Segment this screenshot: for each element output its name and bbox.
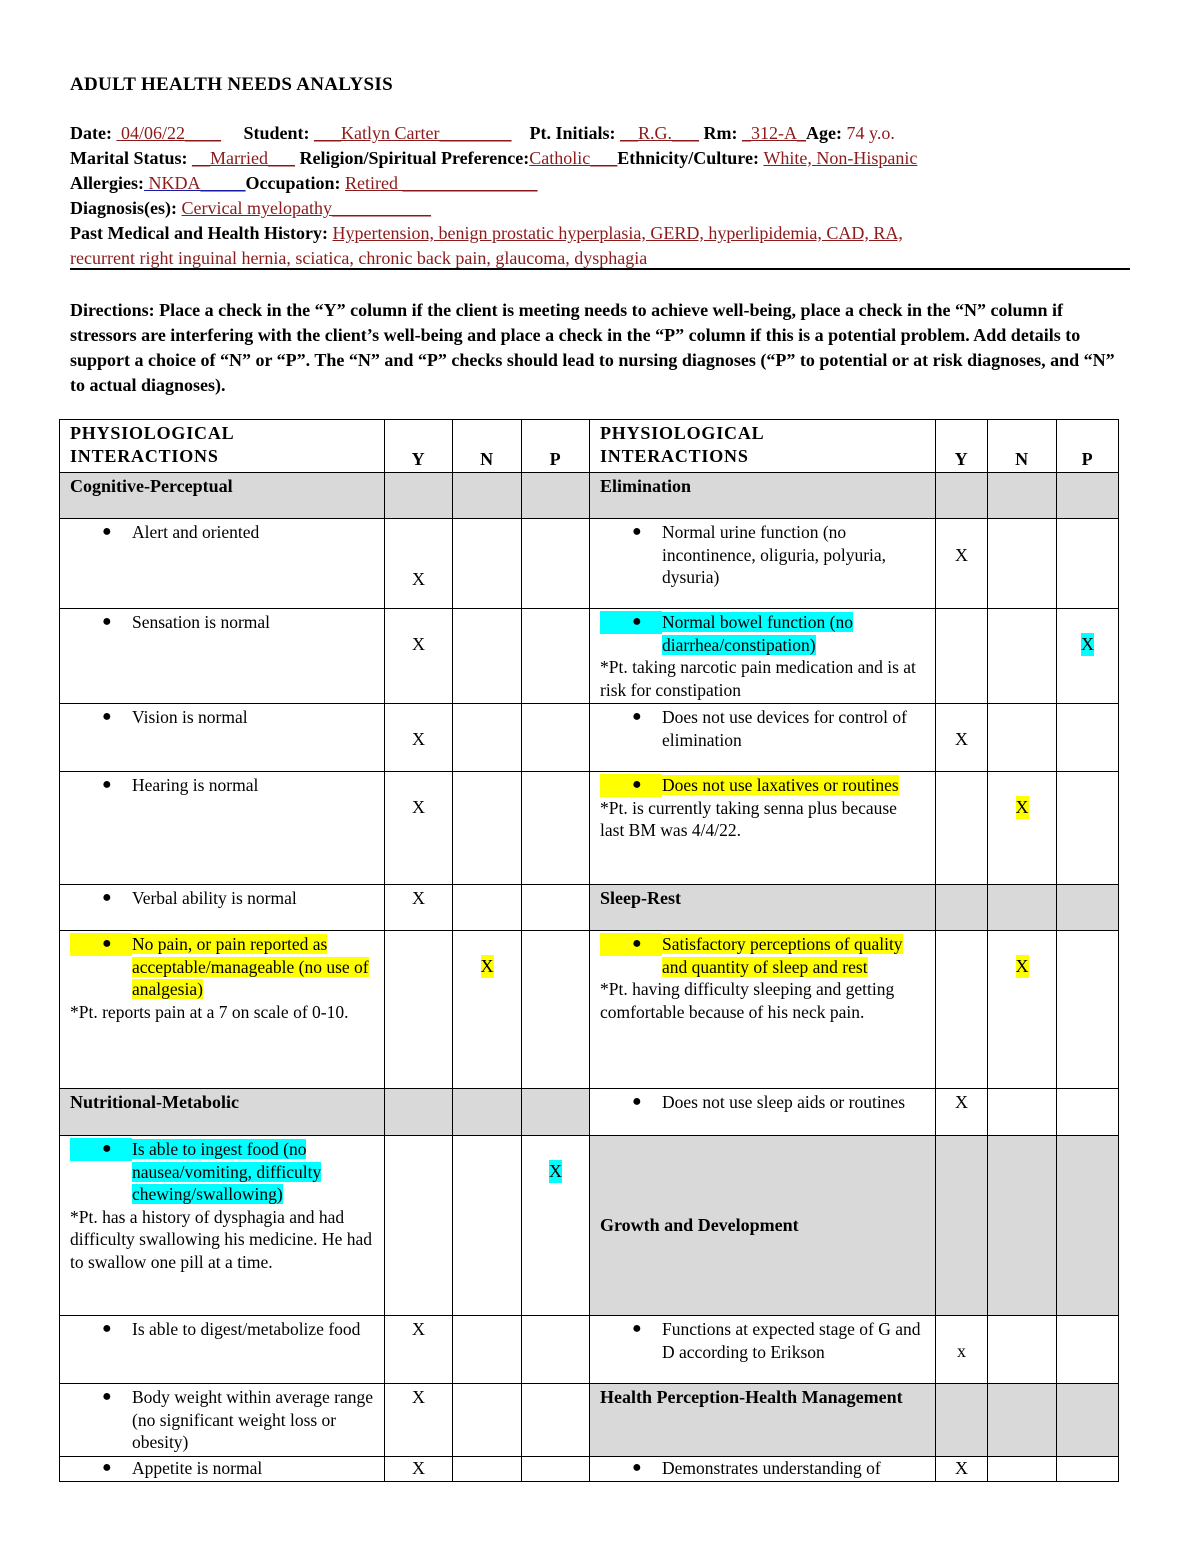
table-row: ● Appetite is normal X ● Demonstrates understanding of X xyxy=(60,1456,1119,1481)
table-row: ● Hearing is normal X ● Does not use laxatives or routines *Pt. is currently taking senna plus because last BM was 4/4/22. X xyxy=(60,772,1119,885)
bullet-icon: ● xyxy=(102,523,112,540)
bullet-icon: ● xyxy=(102,708,112,725)
occupation-value: Retired _______________ xyxy=(344,173,538,193)
bullet-icon: ● xyxy=(102,1320,112,1337)
table-row: ● Sensation is normal X ● Normal bowel function (no diarrhea/constipation) *Pt. taking narcotic pain medication and is at risk for constipation X xyxy=(60,609,1119,704)
needs-analysis-table xyxy=(59,419,1119,1482)
bullet-icon: ● xyxy=(70,933,132,956)
table-row: ● Is able to ingest food (no nausea/vomiting, difficulty chewing/swallowing) *Pt. has a history of dysphagia and had difficulty swallowing his medicine. He had to swallow one pill at a time. X Growth and Development xyxy=(60,1136,1119,1316)
mark-y[interactable]: X xyxy=(936,1456,988,1481)
info-line-5: Past Medical and Health History: Hypertension, benign prostatic hyperplasia, GERD, hyperlipidemia, CAD, RA, xyxy=(70,223,903,243)
mark-y[interactable]: X xyxy=(936,704,988,772)
mark-n[interactable]: X xyxy=(453,931,522,1089)
mark-y[interactable]: X xyxy=(385,704,453,772)
mark-y[interactable]: x xyxy=(936,1316,988,1384)
section-sleep: Sleep-Rest xyxy=(590,885,936,931)
left-y-header: Y xyxy=(385,420,453,473)
age-value: 74 y.o. xyxy=(846,123,895,143)
info-line-1: Date: 04/06/22____ Student: ___Katlyn Carter________ Pt. Initials: __R.G.___ Rm: _312-A_Age: 74 y.o. xyxy=(70,123,895,143)
table-header-row xyxy=(60,420,1119,473)
bullet-icon: ● xyxy=(70,1138,132,1161)
right-y-header: Y xyxy=(936,420,988,473)
mark-n[interactable]: X xyxy=(988,772,1057,885)
allergies-value: NKDA_____ xyxy=(148,173,246,193)
mark-y[interactable]: X xyxy=(936,519,988,609)
page-title: ADULT HEALTH NEEDS ANALYSIS xyxy=(70,74,393,95)
table-row: ● Alert and oriented X ● Normal urine function (no incontinence, oliguria, polyuria, dysuria) X xyxy=(60,519,1119,609)
table-row: ● Is able to digest/metabolize food X ● Functions at expected stage of G and D according to Erikson x xyxy=(60,1316,1119,1384)
table-row: ● Verbal ability is normal X Sleep-Rest xyxy=(60,885,1119,931)
bullet-icon: ● xyxy=(600,933,662,956)
bullet-icon: ● xyxy=(632,523,642,540)
header-divider xyxy=(70,268,1130,270)
ethnicity-value: White, Non-Hispanic xyxy=(763,148,918,168)
bullet-icon: ● xyxy=(102,613,112,630)
left-col-header: PHYSIOLOGICAL INTERACTIONS xyxy=(60,420,385,473)
section-growth: Growth and Development xyxy=(590,1136,936,1316)
religion-value: Catholic___ xyxy=(529,148,618,168)
bullet-icon: ● xyxy=(632,1320,642,1337)
bullet-icon: ● xyxy=(632,1458,642,1476)
mark-p[interactable]: X xyxy=(522,1136,590,1316)
right-n-header: N xyxy=(988,420,1057,473)
initials-value: __R.G.___ xyxy=(620,123,700,143)
mark-y[interactable]: X xyxy=(936,1089,988,1136)
bullet-icon: ● xyxy=(102,889,112,906)
bullet-icon: ● xyxy=(600,611,662,634)
history-value-1: Hypertension, benign prostatic hyperplasia, GERD, hyperlipidemia, CAD, RA, xyxy=(332,223,903,243)
table-row: ● Body weight within average range (no significant weight loss or obesity) X Health Perception-Health Management xyxy=(60,1384,1119,1457)
mark-n[interactable]: X xyxy=(988,931,1057,1089)
table-row xyxy=(60,473,1119,519)
diagnosis-value: Cervical myelopathy___________ xyxy=(181,198,431,218)
left-n-header: N xyxy=(453,420,522,473)
mark-y[interactable]: X xyxy=(385,1384,453,1457)
bullet-icon: ● xyxy=(102,776,112,793)
mark-y[interactable]: X xyxy=(385,609,453,704)
section-cognitive: Cognitive-Perceptual xyxy=(60,473,385,519)
mark-y[interactable]: X xyxy=(385,519,453,609)
section-elimination: Elimination xyxy=(590,473,936,519)
mark-p[interactable]: X xyxy=(1057,609,1119,704)
history-value-2: recurrent right inguinal hernia, sciatica, chronic back pain, glaucoma, dysphagia xyxy=(70,248,648,268)
right-p-header: P xyxy=(1057,420,1119,473)
mark-y[interactable]: X xyxy=(385,1316,453,1384)
right-col-header: PHYSIOLOGICAL INTERACTIONS xyxy=(590,420,936,473)
bullet-icon: ● xyxy=(632,708,642,725)
directions-text: Directions: Place a check in the “Y” column if the client is meeting needs to achieve well-being, place a check in the “N” column if stressors are interfering with the client’s well-being and place a check in the “P” column if this is a potential problem. Add details to support a choice of “N” or “P”. The “N” and “P” checks should lead to nursing diagnoses (“P” to potential or at risk diagnoses, and “N” to actual diagnoses). xyxy=(70,300,1115,395)
section-health: Health Perception-Health Management xyxy=(590,1384,936,1457)
marital-value: __Married___ xyxy=(191,148,295,168)
table-row: Nutritional-Metabolic ● Does not use sleep aids or routines X xyxy=(60,1089,1119,1136)
bullet-icon: ● xyxy=(632,1093,642,1110)
info-line-3: Allergies: NKDA_____Occupation: Retired _______________ xyxy=(70,173,538,193)
table-row: ● Vision is normal X ● Does not use devices for control of elimination X xyxy=(60,704,1119,772)
table-row: ● No pain, or pain reported as acceptable/manageable (no use of analgesia) *Pt. reports pain at a 7 on scale of 0-10. X ● Satisfactory perceptions of quality and quantity of sleep and rest *Pt. having difficulty sleeping and getting comfortable because of his neck pain. X xyxy=(60,931,1119,1089)
student-value: ___Katlyn Carter________ xyxy=(314,123,512,143)
left-p-header: P xyxy=(522,420,590,473)
date-value: 04/06/22____ xyxy=(120,123,221,143)
mark-y[interactable]: X xyxy=(385,1456,453,1481)
room-value: _312-A_ xyxy=(742,123,807,143)
info-line-2: Marital Status: __Married___ Religion/Spiritual Preference:Catholic___Ethnicity/Culture: White, Non-Hispanic xyxy=(70,148,918,168)
mark-y[interactable]: X xyxy=(385,772,453,885)
bullet-icon: ● xyxy=(102,1388,112,1405)
bullet-icon: ● xyxy=(102,1458,112,1476)
mark-y[interactable]: X xyxy=(385,885,453,931)
bullet-icon: ● xyxy=(600,774,662,797)
section-nutritional: Nutritional-Metabolic xyxy=(60,1089,385,1136)
info-line-4: Diagnosis(es): Cervical myelopathy___________ xyxy=(70,198,431,218)
